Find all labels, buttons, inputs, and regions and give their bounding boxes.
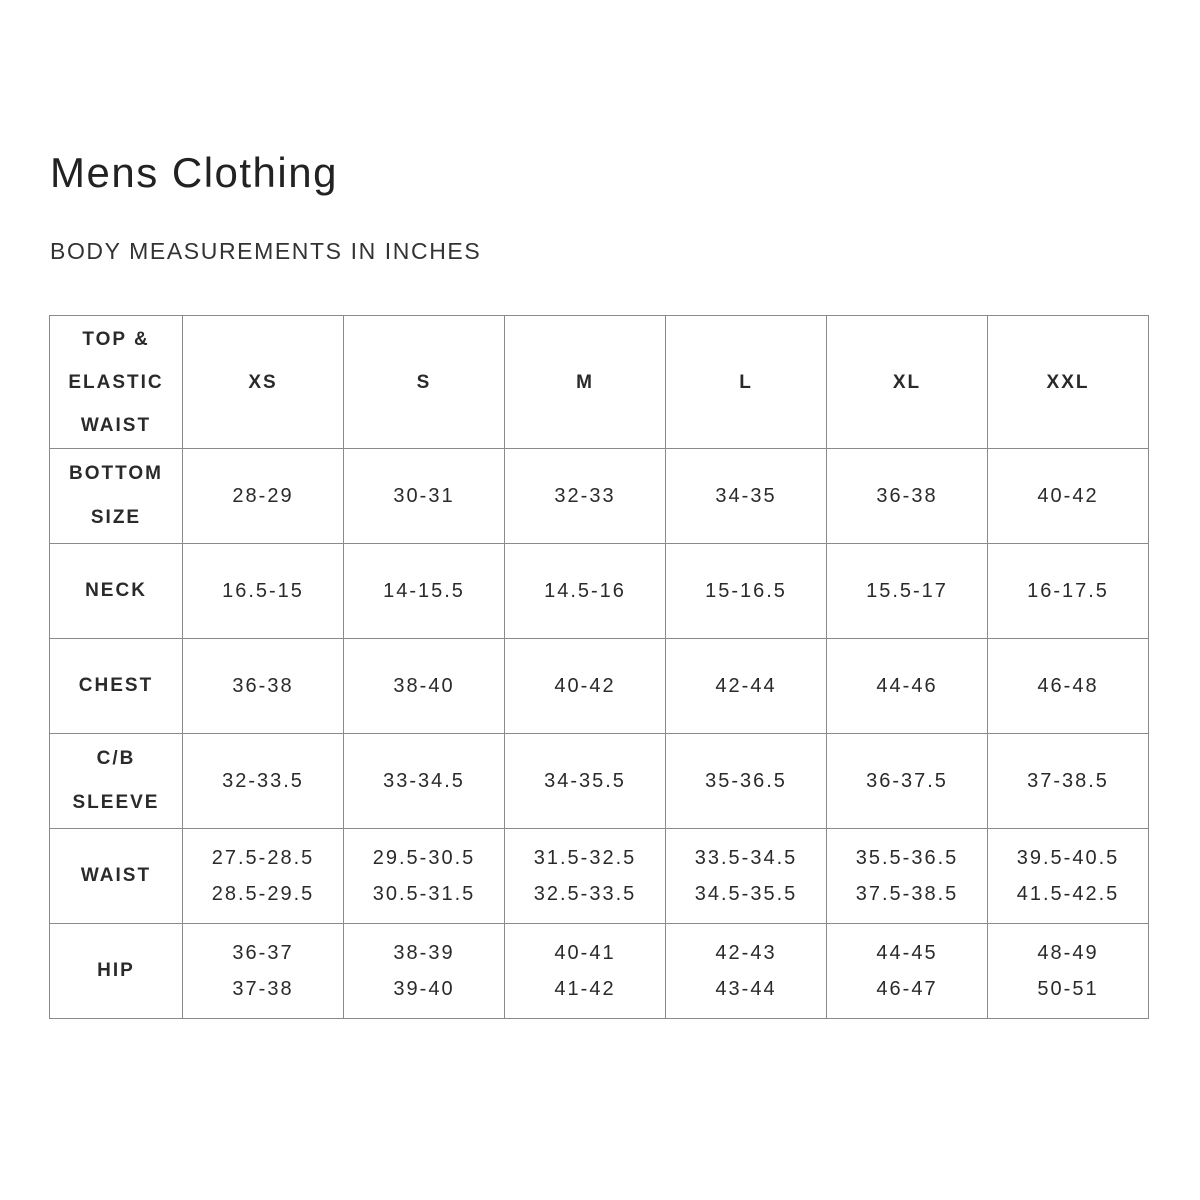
table-cell [827, 924, 988, 1019]
cell-value: 37.5-38.5 [855, 883, 959, 905]
table-cell [505, 829, 666, 924]
row-label-line: HIP [97, 960, 135, 981]
size-header-xs: XS [183, 316, 344, 449]
cell-value: 34.5-35.5 [694, 883, 798, 905]
table-row-waist [50, 829, 1149, 924]
table-cell [666, 449, 827, 544]
cell-value: 44-46 [876, 675, 938, 697]
cell-value: 15-16.5 [705, 580, 787, 602]
table-cell [183, 544, 344, 639]
cell-value: 40-42 [554, 675, 616, 697]
table-cell [344, 924, 505, 1019]
table-cell [344, 639, 505, 734]
cell-value: 15.5-17 [866, 580, 948, 602]
cell-value: 35-36.5 [705, 770, 787, 792]
cell-value: 28.5-29.5 [211, 883, 315, 905]
table-cell [827, 449, 988, 544]
table-row-hip [50, 924, 1149, 1019]
row-label-cell [50, 544, 183, 639]
row-label-line: CHEST [78, 675, 154, 696]
cell-value: 40-41 [554, 942, 616, 964]
header-row [50, 316, 1149, 449]
cell-value: 40-42 [1037, 485, 1099, 507]
table-cell [988, 734, 1149, 829]
cell-value: 46-48 [1037, 675, 1099, 697]
cell-value: 31.5-32.5 [533, 847, 637, 869]
corner-label-line: ELASTIC [68, 371, 164, 393]
cell-value: 34-35.5 [544, 770, 626, 792]
table-cell [183, 829, 344, 924]
cell-value: 36-38 [232, 675, 294, 697]
size-chart-table [49, 315, 1149, 1019]
cell-value: 44-45 [876, 942, 938, 964]
cell-value: 16-17.5 [1027, 580, 1109, 602]
cell-value: 30-31 [393, 485, 455, 507]
corner-label-line: WAIST [80, 414, 152, 436]
table-cell [666, 639, 827, 734]
row-label-cell [50, 734, 183, 829]
page-subtitle: BODY MEASUREMENTS IN INCHES [50, 238, 482, 264]
size-header-l: L [666, 316, 827, 449]
table-cell [827, 829, 988, 924]
cell-value: 46-47 [876, 978, 938, 1000]
cell-value: 27.5-28.5 [211, 847, 315, 869]
corner-header-cell [50, 316, 183, 449]
cell-value: 29.5-30.5 [372, 847, 476, 869]
table-row-cb-sleeve [50, 734, 1149, 829]
cell-value: 37-38.5 [1027, 770, 1109, 792]
cell-value: 32-33 [554, 485, 616, 507]
row-label-line: WAIST [80, 865, 152, 886]
row-label-line: C/B [96, 748, 136, 769]
row-label-line: BOTTOM [69, 463, 163, 484]
cell-value: 34-35 [715, 485, 777, 507]
cell-value: 36-38 [876, 485, 938, 507]
cell-value: 14.5-16 [544, 580, 626, 602]
cell-value: 33-34.5 [383, 770, 465, 792]
table-row-chest [50, 639, 1149, 734]
cell-value: 37-38 [232, 978, 294, 1000]
page-title: Mens Clothing [50, 149, 338, 196]
cell-value: 33.5-34.5 [694, 847, 798, 869]
cell-value: 32.5-33.5 [533, 883, 637, 905]
cell-value: 14-15.5 [383, 580, 465, 602]
size-header-m: M [505, 316, 666, 449]
table-cell [344, 829, 505, 924]
table-cell [666, 924, 827, 1019]
cell-value: 39-40 [393, 978, 455, 1000]
cell-value: 16.5-15 [222, 580, 304, 602]
table-cell [827, 639, 988, 734]
table-cell [988, 544, 1149, 639]
table-cell [666, 544, 827, 639]
cell-value: 35.5-36.5 [855, 847, 959, 869]
table-cell [183, 639, 344, 734]
table-cell [827, 544, 988, 639]
size-header-xxl: XXL [988, 316, 1149, 449]
table-cell [666, 734, 827, 829]
table-cell [505, 544, 666, 639]
row-label-cell [50, 639, 183, 734]
table-cell [183, 924, 344, 1019]
table-cell [183, 734, 344, 829]
cell-value: 38-39 [393, 942, 455, 964]
table-cell [344, 544, 505, 639]
row-label-line: SIZE [90, 507, 142, 528]
table-cell [988, 924, 1149, 1019]
cell-value: 39.5-40.5 [1016, 847, 1120, 869]
table-cell [988, 829, 1149, 924]
table-cell [505, 449, 666, 544]
table-cell [505, 639, 666, 734]
table-cell [505, 734, 666, 829]
table-row-neck [50, 544, 1149, 639]
table-cell [988, 449, 1149, 544]
corner-label-line: TOP & [82, 328, 150, 350]
cell-value: 41.5-42.5 [1016, 883, 1120, 905]
cell-value: 32-33.5 [222, 770, 304, 792]
table-cell [827, 734, 988, 829]
cell-value: 36-37.5 [866, 770, 948, 792]
cell-value: 43-44 [715, 978, 777, 1000]
cell-value: 30.5-31.5 [372, 883, 476, 905]
row-label-line: SLEEVE [72, 792, 160, 813]
cell-value: 36-37 [232, 942, 294, 964]
table-cell [183, 449, 344, 544]
table-cell [344, 734, 505, 829]
table-cell [505, 924, 666, 1019]
cell-value: 50-51 [1037, 978, 1099, 1000]
row-label-cell [50, 924, 183, 1019]
cell-value: 38-40 [393, 675, 455, 697]
table-cell [666, 829, 827, 924]
table-row-bottom-size [50, 449, 1149, 544]
cell-value: 48-49 [1037, 942, 1099, 964]
size-header-xl: XL [827, 316, 988, 449]
row-label-cell [50, 829, 183, 924]
cell-value: 28-29 [232, 485, 294, 507]
table-cell [988, 639, 1149, 734]
size-header-s: S [344, 316, 505, 449]
row-label-cell [50, 449, 183, 544]
cell-value: 42-43 [715, 942, 777, 964]
cell-value: 41-42 [554, 978, 616, 1000]
cell-value: 42-44 [715, 675, 777, 697]
table-cell [344, 449, 505, 544]
row-label-line: NECK [85, 580, 147, 601]
